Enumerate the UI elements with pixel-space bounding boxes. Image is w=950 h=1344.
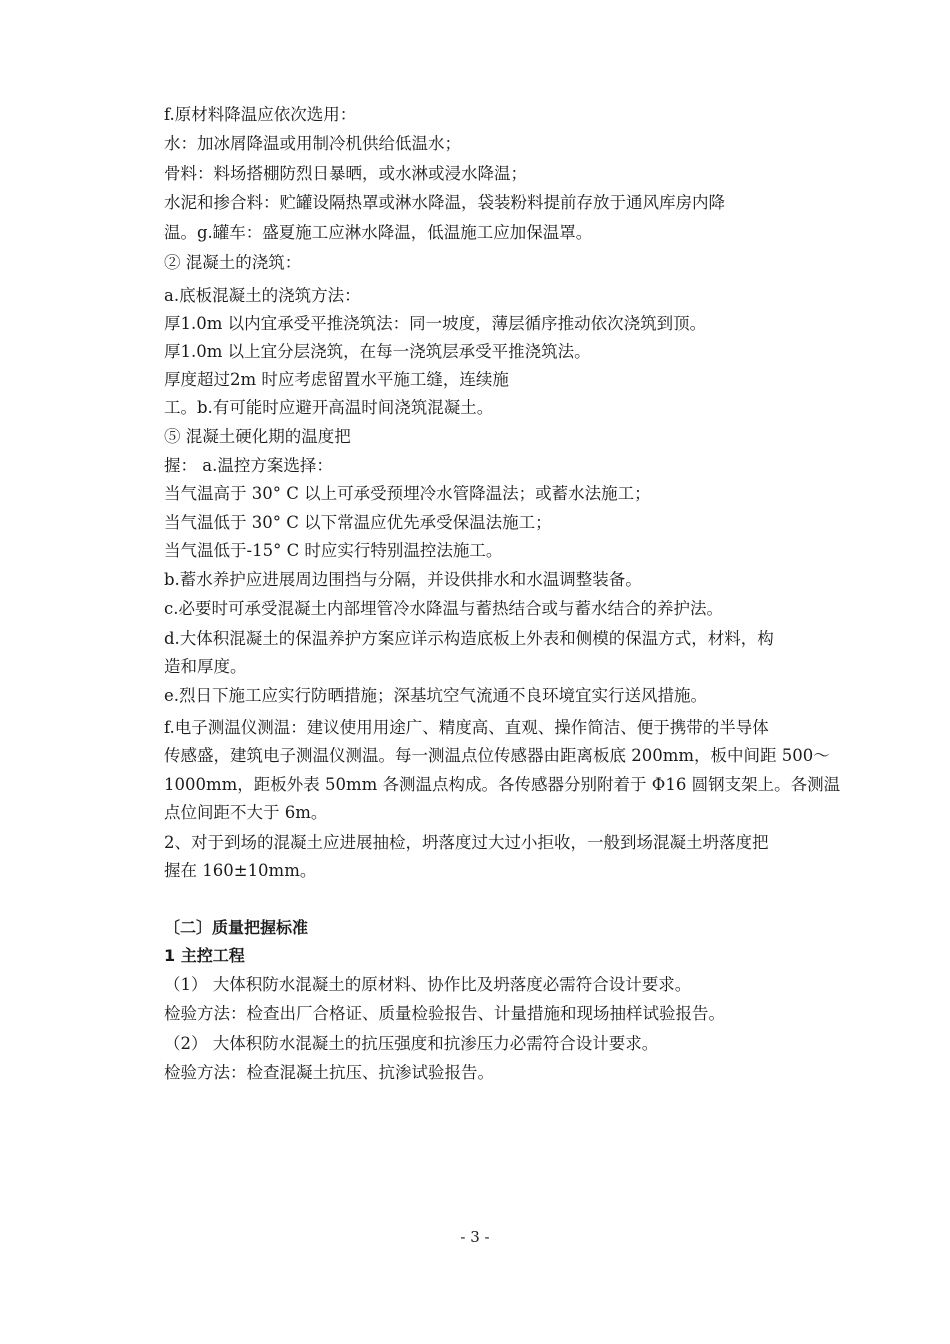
text-line: （2） 大体积防水混凝土的抗压强度和抗渗压力必需符合设计要求。 [164,1034,659,1053]
subsection-heading: 1 主控工程 [164,946,245,965]
page-number: - 3 - [460,1228,490,1246]
text-line: 当气温高于 30° C 以上可承受预埋冷水管降温法；或蓄水法施工； [164,484,651,503]
text-line: 厚1.0m 以内宜承受平推浇筑法：同一坡度，薄层循序推动依次浇筑到顶。 [164,314,707,333]
text-line: 检验方法：检查混凝土抗压、抗渗试验报告。 [164,1063,494,1082]
text-line: 1000mm，距板外表 50mm 各测温点构成。各传感器分别附着于 Φ16 圆钢支架上。各测温 [164,775,841,794]
text-line: 握在 160±10mm。 [164,861,317,880]
text-line: 厚度超过2m 时应考虑留置水平施工缝，连续施 [164,370,509,389]
text-line: 工。b.有可能时应避开高温时间浇筑混凝土。 [164,398,494,417]
text-line: ② 混凝土的浇筑： [164,253,302,272]
text-line: c.必要时可承受混凝土内部埋管冷水降温与蓄热结合或与蓄水结合的养护法。 [164,599,723,618]
text-line: 握： a.温控方案选择： [164,456,333,475]
text-line: a.底板混凝土的浇筑方法： [164,286,361,305]
text-line: 当气温低于-15° C 时应实行特别温控法施工。 [164,541,503,560]
text-line: 点位间距不大于 6m。 [164,803,328,822]
text-line: ⑤ 混凝土硬化期的温度把 [164,427,351,446]
section-heading: 〔二〕质量把握标准 [164,918,309,937]
text-line: 检验方法：检查出厂合格证、质量检验报告、计量措施和现场抽样试验报告。 [164,1004,725,1023]
text-line: b.蓄水养护应进展周边围挡与分隔，并设供排水和水温调整装备。 [164,570,642,589]
text-line: 厚1.0m 以上宜分层浇筑，在每一浇筑层承受平推浇筑法。 [164,342,591,361]
text-line: e.烈日下施工应实行防晒措施；深基坑空气流通不良环境宜实行送风措施。 [164,686,708,705]
text-line: 造和厚度。 [164,657,247,676]
text-line: 温。g.罐车：盛夏施工应淋水降温，低温施工应加保温罩。 [164,223,593,242]
text-line: 水：加冰屑降温或用制冷机供给低温水； [164,134,461,153]
text-line: 当气温低于 30° C 以下常温应优先承受保温法施工； [164,513,552,532]
text-line: （1） 大体积防水混凝土的原材料、协作比及坍落度必需符合设计要求。 [164,975,692,994]
text-line: 骨料：料场搭棚防烈日暴晒，或水淋或浸水降温； [164,164,527,183]
text-line: f.电子测温仪测温：建议使用用途广、精度高、直观、操作简洁、便于携带的半导体 [164,718,769,737]
text-line: 传感盛，建筑电子测温仪测温。每一测温点位传感器由距离板底 200mm，板中间距 500～ [164,746,830,765]
text-line: f.原材料降温应依次选用： [164,105,357,124]
text-line: d.大体积混凝土的保温养护方案应详示构造底板上外表和侧模的保温方式，材料，构 [164,629,774,648]
text-line: 2、对于到场的混凝土应进展抽检，坍落度过大过小拒收，一般到场混凝土坍落度把 [164,833,769,852]
text-line: 水泥和掺合料：贮罐设隔热罩或淋水降温，袋装粉料提前存放于通风库房内降 [164,193,725,212]
